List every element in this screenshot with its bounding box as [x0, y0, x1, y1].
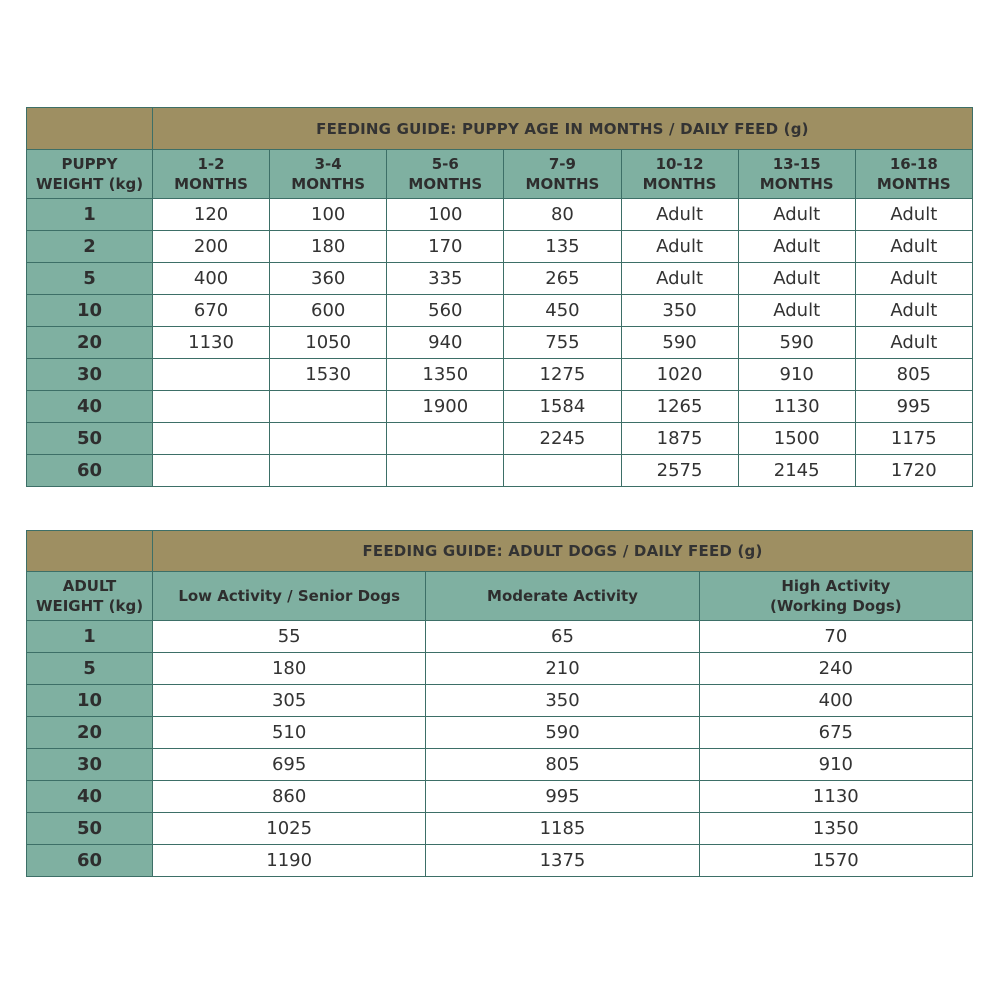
puppy-column-header	[504, 150, 621, 199]
table-row	[27, 455, 973, 487]
feed-amount-cell	[387, 423, 504, 455]
feed-amount-cell: 910	[699, 749, 972, 781]
table-row	[27, 199, 973, 231]
feed-amount-cell	[270, 423, 387, 455]
adult-feeding-table	[26, 530, 973, 877]
puppy-column-header-line: MONTHS	[525, 175, 600, 193]
feed-amount-cell: Adult	[855, 263, 972, 295]
table-row	[27, 813, 973, 845]
weight-cell: 10	[27, 295, 153, 327]
puppy-column-header	[270, 150, 387, 199]
feed-amount-cell: 1050	[270, 327, 387, 359]
feed-amount-cell: Adult	[621, 199, 738, 231]
feed-amount-cell	[153, 423, 270, 455]
feed-amount-cell: 590	[738, 327, 855, 359]
puppy-column-header-line: 13-15	[772, 155, 821, 173]
feed-amount-cell: 1190	[153, 845, 426, 877]
table-row	[27, 263, 973, 295]
feed-amount-cell: 210	[426, 653, 699, 685]
puppy-weight-header-line: PUPPY	[61, 155, 118, 173]
weight-cell: 5	[27, 653, 153, 685]
feed-amount-cell	[504, 455, 621, 487]
table-row	[27, 717, 973, 749]
puppy-column-header-row	[27, 150, 973, 199]
weight-cell: 30	[27, 359, 153, 391]
feed-amount-cell: 55	[153, 621, 426, 653]
adult-column-header-line: High Activity	[781, 577, 891, 595]
feed-amount-cell: 100	[387, 199, 504, 231]
feed-amount-cell: 805	[855, 359, 972, 391]
feed-amount-cell: 170	[387, 231, 504, 263]
feed-amount-cell: 360	[270, 263, 387, 295]
adult-weight-header	[27, 572, 153, 621]
feed-amount-cell: 70	[699, 621, 972, 653]
feed-amount-cell: 910	[738, 359, 855, 391]
weight-cell: 20	[27, 717, 153, 749]
feed-amount-cell: 335	[387, 263, 504, 295]
feed-amount-cell: 1720	[855, 455, 972, 487]
weight-cell: 50	[27, 423, 153, 455]
weight-cell: 5	[27, 263, 153, 295]
feed-amount-cell: 995	[426, 781, 699, 813]
puppy-column-header	[738, 150, 855, 199]
table-row	[27, 621, 973, 653]
feed-amount-cell: 600	[270, 295, 387, 327]
feed-amount-cell: 805	[426, 749, 699, 781]
feed-amount-cell: 80	[504, 199, 621, 231]
feed-amount-cell: 670	[153, 295, 270, 327]
feed-amount-cell: 590	[426, 717, 699, 749]
feed-amount-cell: 1020	[621, 359, 738, 391]
feed-amount-cell: 2575	[621, 455, 738, 487]
puppy-column-header-line: MONTHS	[642, 175, 717, 193]
feed-amount-cell: 1275	[504, 359, 621, 391]
feed-amount-cell: 695	[153, 749, 426, 781]
feed-amount-cell: 1875	[621, 423, 738, 455]
feed-amount-cell: 180	[153, 653, 426, 685]
weight-cell: 30	[27, 749, 153, 781]
weight-cell: 50	[27, 813, 153, 845]
puppy-banner-row	[27, 108, 973, 150]
feed-amount-cell: 1584	[504, 391, 621, 423]
feed-amount-cell: 350	[621, 295, 738, 327]
puppy-column-header	[855, 150, 972, 199]
puppy-banner-corner	[27, 108, 153, 150]
table-row	[27, 423, 973, 455]
puppy-column-header	[153, 150, 270, 199]
adult-column-header-row	[27, 572, 973, 621]
feed-amount-cell: Adult	[738, 199, 855, 231]
feed-amount-cell: 305	[153, 685, 426, 717]
feed-amount-cell: Adult	[855, 295, 972, 327]
table-row	[27, 391, 973, 423]
feed-amount-cell: Adult	[738, 295, 855, 327]
puppy-column-header-line: 16-18	[889, 155, 938, 173]
feed-amount-cell: 675	[699, 717, 972, 749]
feed-amount-cell: 1570	[699, 845, 972, 877]
adult-column-header	[426, 572, 699, 621]
feed-amount-cell	[270, 391, 387, 423]
weight-cell: 1	[27, 199, 153, 231]
feed-amount-cell	[153, 359, 270, 391]
table-row	[27, 231, 973, 263]
puppy-column-header-line: 10-12	[655, 155, 704, 173]
table-row	[27, 749, 973, 781]
weight-cell: 2	[27, 231, 153, 263]
feed-amount-cell: 65	[426, 621, 699, 653]
table-row	[27, 653, 973, 685]
feed-amount-cell: 200	[153, 231, 270, 263]
feed-amount-cell: 450	[504, 295, 621, 327]
puppy-feeding-table	[26, 107, 973, 487]
feed-amount-cell: 120	[153, 199, 270, 231]
weight-cell: 10	[27, 685, 153, 717]
feed-amount-cell: 1375	[426, 845, 699, 877]
feed-amount-cell: 1900	[387, 391, 504, 423]
puppy-weight-header-line: WEIGHT (kg)	[35, 175, 144, 193]
puppy-weight-header	[27, 150, 153, 199]
adult-column-header-line: Low Activity / Senior Dogs	[178, 587, 401, 605]
feed-amount-cell: 860	[153, 781, 426, 813]
adult-column-header	[699, 572, 972, 621]
feed-amount-cell: Adult	[855, 199, 972, 231]
feed-amount-cell: Adult	[738, 231, 855, 263]
feed-amount-cell: 590	[621, 327, 738, 359]
table-row	[27, 685, 973, 717]
feed-amount-cell: 240	[699, 653, 972, 685]
table-row	[27, 781, 973, 813]
feed-amount-cell: 995	[855, 391, 972, 423]
weight-cell: 20	[27, 327, 153, 359]
feed-amount-cell: Adult	[738, 263, 855, 295]
puppy-column-header-line: MONTHS	[174, 175, 248, 193]
table-row	[27, 845, 973, 877]
puppy-column-header-line: MONTHS	[876, 175, 951, 193]
weight-cell: 40	[27, 781, 153, 813]
puppy-column-header-line: MONTHS	[408, 175, 483, 193]
feed-amount-cell: Adult	[855, 327, 972, 359]
feed-amount-cell: 1130	[738, 391, 855, 423]
feed-amount-cell: Adult	[621, 231, 738, 263]
puppy-column-header-line: 7-9	[548, 155, 576, 173]
feed-amount-cell: 1175	[855, 423, 972, 455]
feed-amount-cell: 560	[387, 295, 504, 327]
weight-cell: 60	[27, 455, 153, 487]
adult-banner-row	[27, 531, 973, 572]
feed-amount-cell: 1350	[387, 359, 504, 391]
feed-amount-cell: Adult	[855, 231, 972, 263]
feed-amount-cell: 1500	[738, 423, 855, 455]
puppy-column-header-line: 5-6	[431, 155, 459, 173]
feed-amount-cell: 265	[504, 263, 621, 295]
puppy-column-header	[387, 150, 504, 199]
feed-amount-cell: 1350	[699, 813, 972, 845]
feed-amount-cell: 1025	[153, 813, 426, 845]
feed-amount-cell: 755	[504, 327, 621, 359]
feed-amount-cell	[387, 455, 504, 487]
adult-column-header-line: Moderate Activity	[487, 587, 638, 605]
puppy-column-header	[621, 150, 738, 199]
adult-weight-header-line: ADULT	[62, 577, 117, 595]
feed-amount-cell: 940	[387, 327, 504, 359]
feed-amount-cell: 400	[699, 685, 972, 717]
feed-amount-cell: 1130	[153, 327, 270, 359]
feed-amount-cell: 400	[153, 263, 270, 295]
feed-amount-cell: 135	[504, 231, 621, 263]
weight-cell: 40	[27, 391, 153, 423]
weight-cell: 1	[27, 621, 153, 653]
puppy-column-header-line: MONTHS	[759, 175, 834, 193]
puppy-column-header-line: 3-4	[314, 155, 342, 173]
feed-amount-cell: 1530	[270, 359, 387, 391]
feed-amount-cell: 1185	[426, 813, 699, 845]
table-row	[27, 295, 973, 327]
feed-amount-cell	[153, 391, 270, 423]
adult-column-header-line: (Working Dogs)	[770, 597, 902, 615]
puppy-column-header-line: 1-2	[197, 155, 225, 173]
puppy-table-title: FEEDING GUIDE: PUPPY AGE IN MONTHS / DAILY FEED (g)	[153, 108, 973, 150]
feed-amount-cell: 2245	[504, 423, 621, 455]
weight-cell: 60	[27, 845, 153, 877]
feed-amount-cell: 100	[270, 199, 387, 231]
feed-amount-cell	[270, 455, 387, 487]
feed-amount-cell: 2145	[738, 455, 855, 487]
feed-amount-cell: Adult	[621, 263, 738, 295]
table-row	[27, 327, 973, 359]
feed-amount-cell: 1265	[621, 391, 738, 423]
feed-amount-cell: 180	[270, 231, 387, 263]
feed-amount-cell	[153, 455, 270, 487]
adult-column-header	[153, 572, 426, 621]
adult-table-title: FEEDING GUIDE: ADULT DOGS / DAILY FEED (g)	[153, 531, 973, 572]
adult-banner-corner	[27, 531, 153, 572]
puppy-column-header-line: MONTHS	[291, 175, 366, 193]
adult-weight-header-line: WEIGHT (kg)	[35, 597, 144, 615]
feed-amount-cell: 350	[426, 685, 699, 717]
feed-amount-cell: 1130	[699, 781, 972, 813]
table-row	[27, 359, 973, 391]
feed-amount-cell: 510	[153, 717, 426, 749]
